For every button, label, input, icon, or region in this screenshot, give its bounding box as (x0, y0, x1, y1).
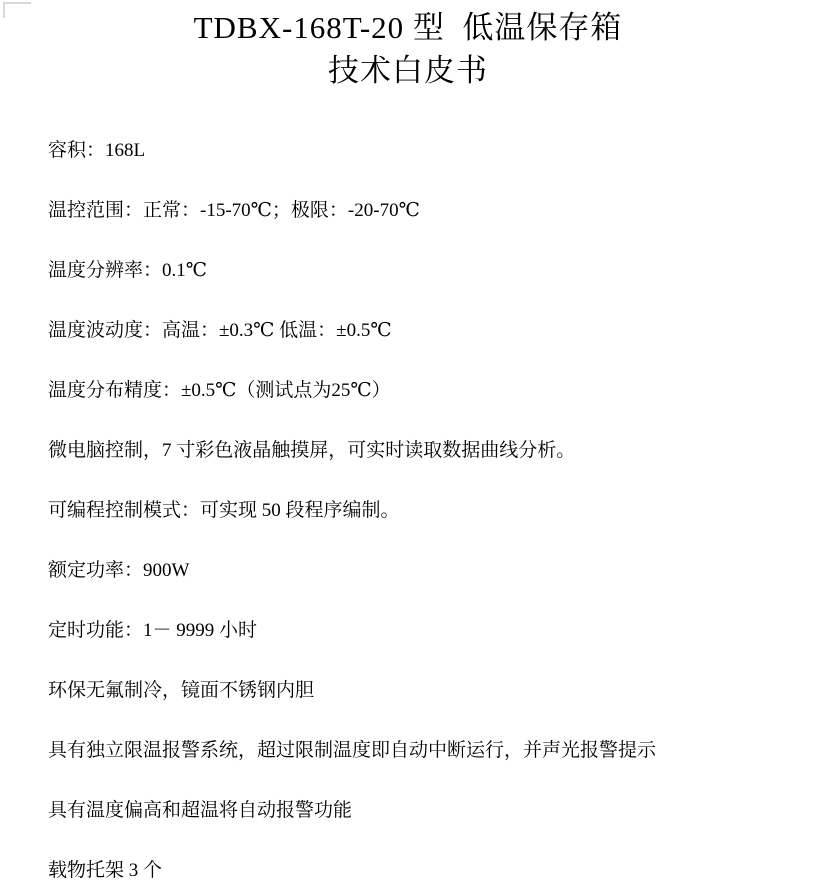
spec-line-programmable: 可编程控制模式：可实现 50 段程序编制。 (48, 500, 400, 521)
spec-line-over-temp-alarm: 具有温度偏高和超温将自动报警功能 (48, 800, 353, 821)
spec-line-controller: 微电脑控制，7 寸彩色液晶触摸屏，可实时读取数据曲线分析。 (48, 440, 576, 461)
page-corner-mark (3, 2, 31, 18)
spec-line-temp-resolution: 温度分辨率：0.1℃ (48, 260, 208, 281)
spec-line-temp-range: 温控范围：正常：-15-70℃；极限：-20-70℃ (48, 200, 420, 221)
document-body (0, 130, 816, 891)
spec-line-temp-fluctuation: 温度波动度：高温：±0.3℃ 低温：±0.5℃ (48, 320, 392, 341)
title-line-1: TDBX-168T-20 型 低温保存箱 (193, 10, 623, 45)
spec-line-refrigerant: 环保无氟制冷，镜面不锈钢内胆 (48, 680, 315, 701)
spec-line-temp-uniformity: 温度分布精度：±0.5℃（测试点为25℃） (48, 380, 391, 401)
document-title (0, 0, 816, 92)
spec-line-alarm-system: 具有独立限温报警系统，超过限制温度即自动中断运行，并声光报警提示 (48, 740, 657, 761)
spec-line-volume: 容积：168L (48, 140, 146, 161)
spec-line-rated-power: 额定功率：900W (48, 560, 190, 581)
spec-line-timer: 定时功能：1－ 9999 小时 (48, 620, 258, 641)
spec-line-shelves: 载物托架 3 个 (48, 860, 163, 881)
title-line-2: 技术白皮书 (328, 53, 488, 88)
